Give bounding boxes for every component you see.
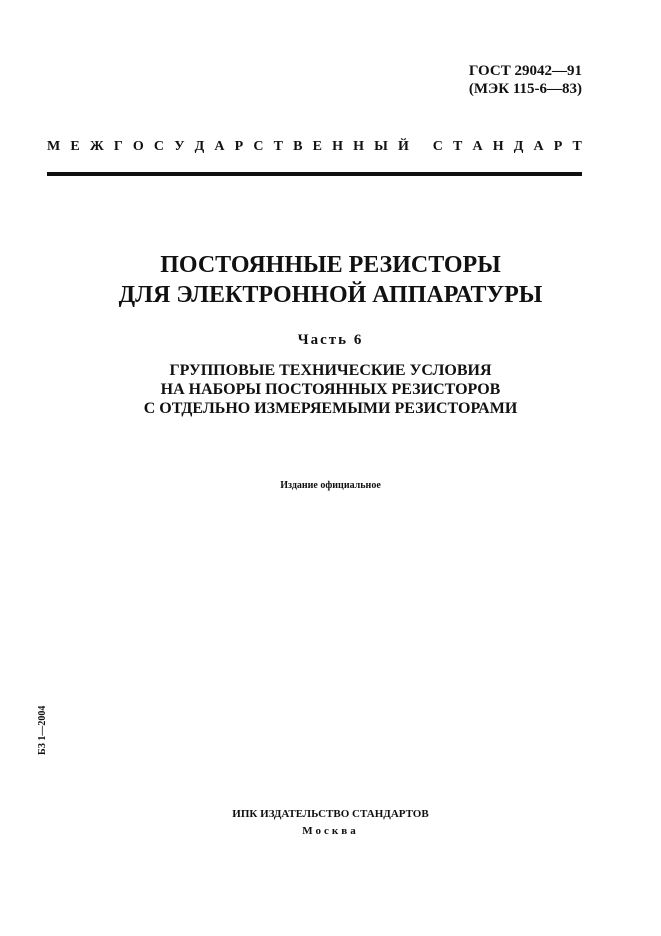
banner-letter: Е bbox=[312, 139, 322, 154]
header-rule bbox=[47, 172, 582, 176]
side-code: БЗ 1—2004 bbox=[37, 705, 48, 755]
interstate-standard-banner bbox=[47, 139, 582, 155]
document-subtitle bbox=[0, 361, 661, 418]
banner-letter: О bbox=[132, 139, 144, 154]
banner-letter: Е bbox=[70, 139, 80, 154]
banner-letter: В bbox=[293, 139, 303, 154]
banner-letter: Г bbox=[113, 139, 123, 154]
banner-letter: С bbox=[153, 139, 165, 154]
banner-letter: Д bbox=[194, 139, 205, 154]
banner-letter: А bbox=[472, 139, 483, 154]
banner-letter bbox=[419, 139, 423, 155]
banner-letter: А bbox=[533, 139, 544, 154]
standard-number: ГОСТ 29042—91 bbox=[468, 63, 582, 79]
standard-designation bbox=[469, 62, 582, 98]
banner-letter: Р bbox=[234, 139, 244, 154]
banner-letter: С bbox=[253, 139, 264, 154]
banner-letter: Д bbox=[513, 139, 524, 154]
edition-note: Издание официальное bbox=[280, 480, 381, 491]
banner-letter: Ы bbox=[374, 139, 388, 154]
iec-number: (МЭК 115-6—83) bbox=[468, 81, 582, 97]
subtitle-line-1: ГРУППОВЫЕ ТЕХНИЧЕСКИЕ УСЛОВИЯ bbox=[169, 362, 492, 379]
banner-letter: Т bbox=[452, 139, 463, 154]
subtitle-line-2: НА НАБОРЫ ПОСТОЯННЫХ РЕЗИСТОРОВ bbox=[160, 381, 501, 398]
title-line-2: ДЛЯ ЭЛЕКТРОННОЙ АППАРАТУРЫ bbox=[118, 282, 543, 308]
banner-letter: С bbox=[432, 139, 443, 154]
document-title bbox=[0, 250, 661, 310]
banner-letter: Н bbox=[332, 139, 343, 154]
banner-letter: Ж bbox=[89, 139, 104, 154]
banner-letter: А bbox=[214, 139, 225, 154]
banner-letter: Й bbox=[398, 139, 409, 154]
banner-letter: Н bbox=[492, 139, 504, 154]
part-label: Часть 6 bbox=[297, 332, 364, 348]
publisher: ИПК ИЗДАТЕЛЬСТВО СТАНДАРТОВ bbox=[232, 808, 429, 820]
banner-letter: М bbox=[47, 139, 61, 154]
publisher-city: Москва bbox=[302, 825, 359, 837]
banner-letter: Р bbox=[553, 139, 563, 154]
title-line-1: ПОСТОЯННЫЕ РЕЗИСТОРЫ bbox=[160, 252, 501, 278]
subtitle-line-3: С ОТДЕЛЬНО ИЗМЕРЯЕМЫМИ РЕЗИСТОРАМИ bbox=[143, 400, 518, 417]
banner-letter: Т bbox=[273, 139, 283, 154]
banner-letter: У bbox=[174, 139, 185, 154]
banner-letter: Т bbox=[572, 139, 582, 154]
banner-letter: Н bbox=[353, 139, 364, 154]
